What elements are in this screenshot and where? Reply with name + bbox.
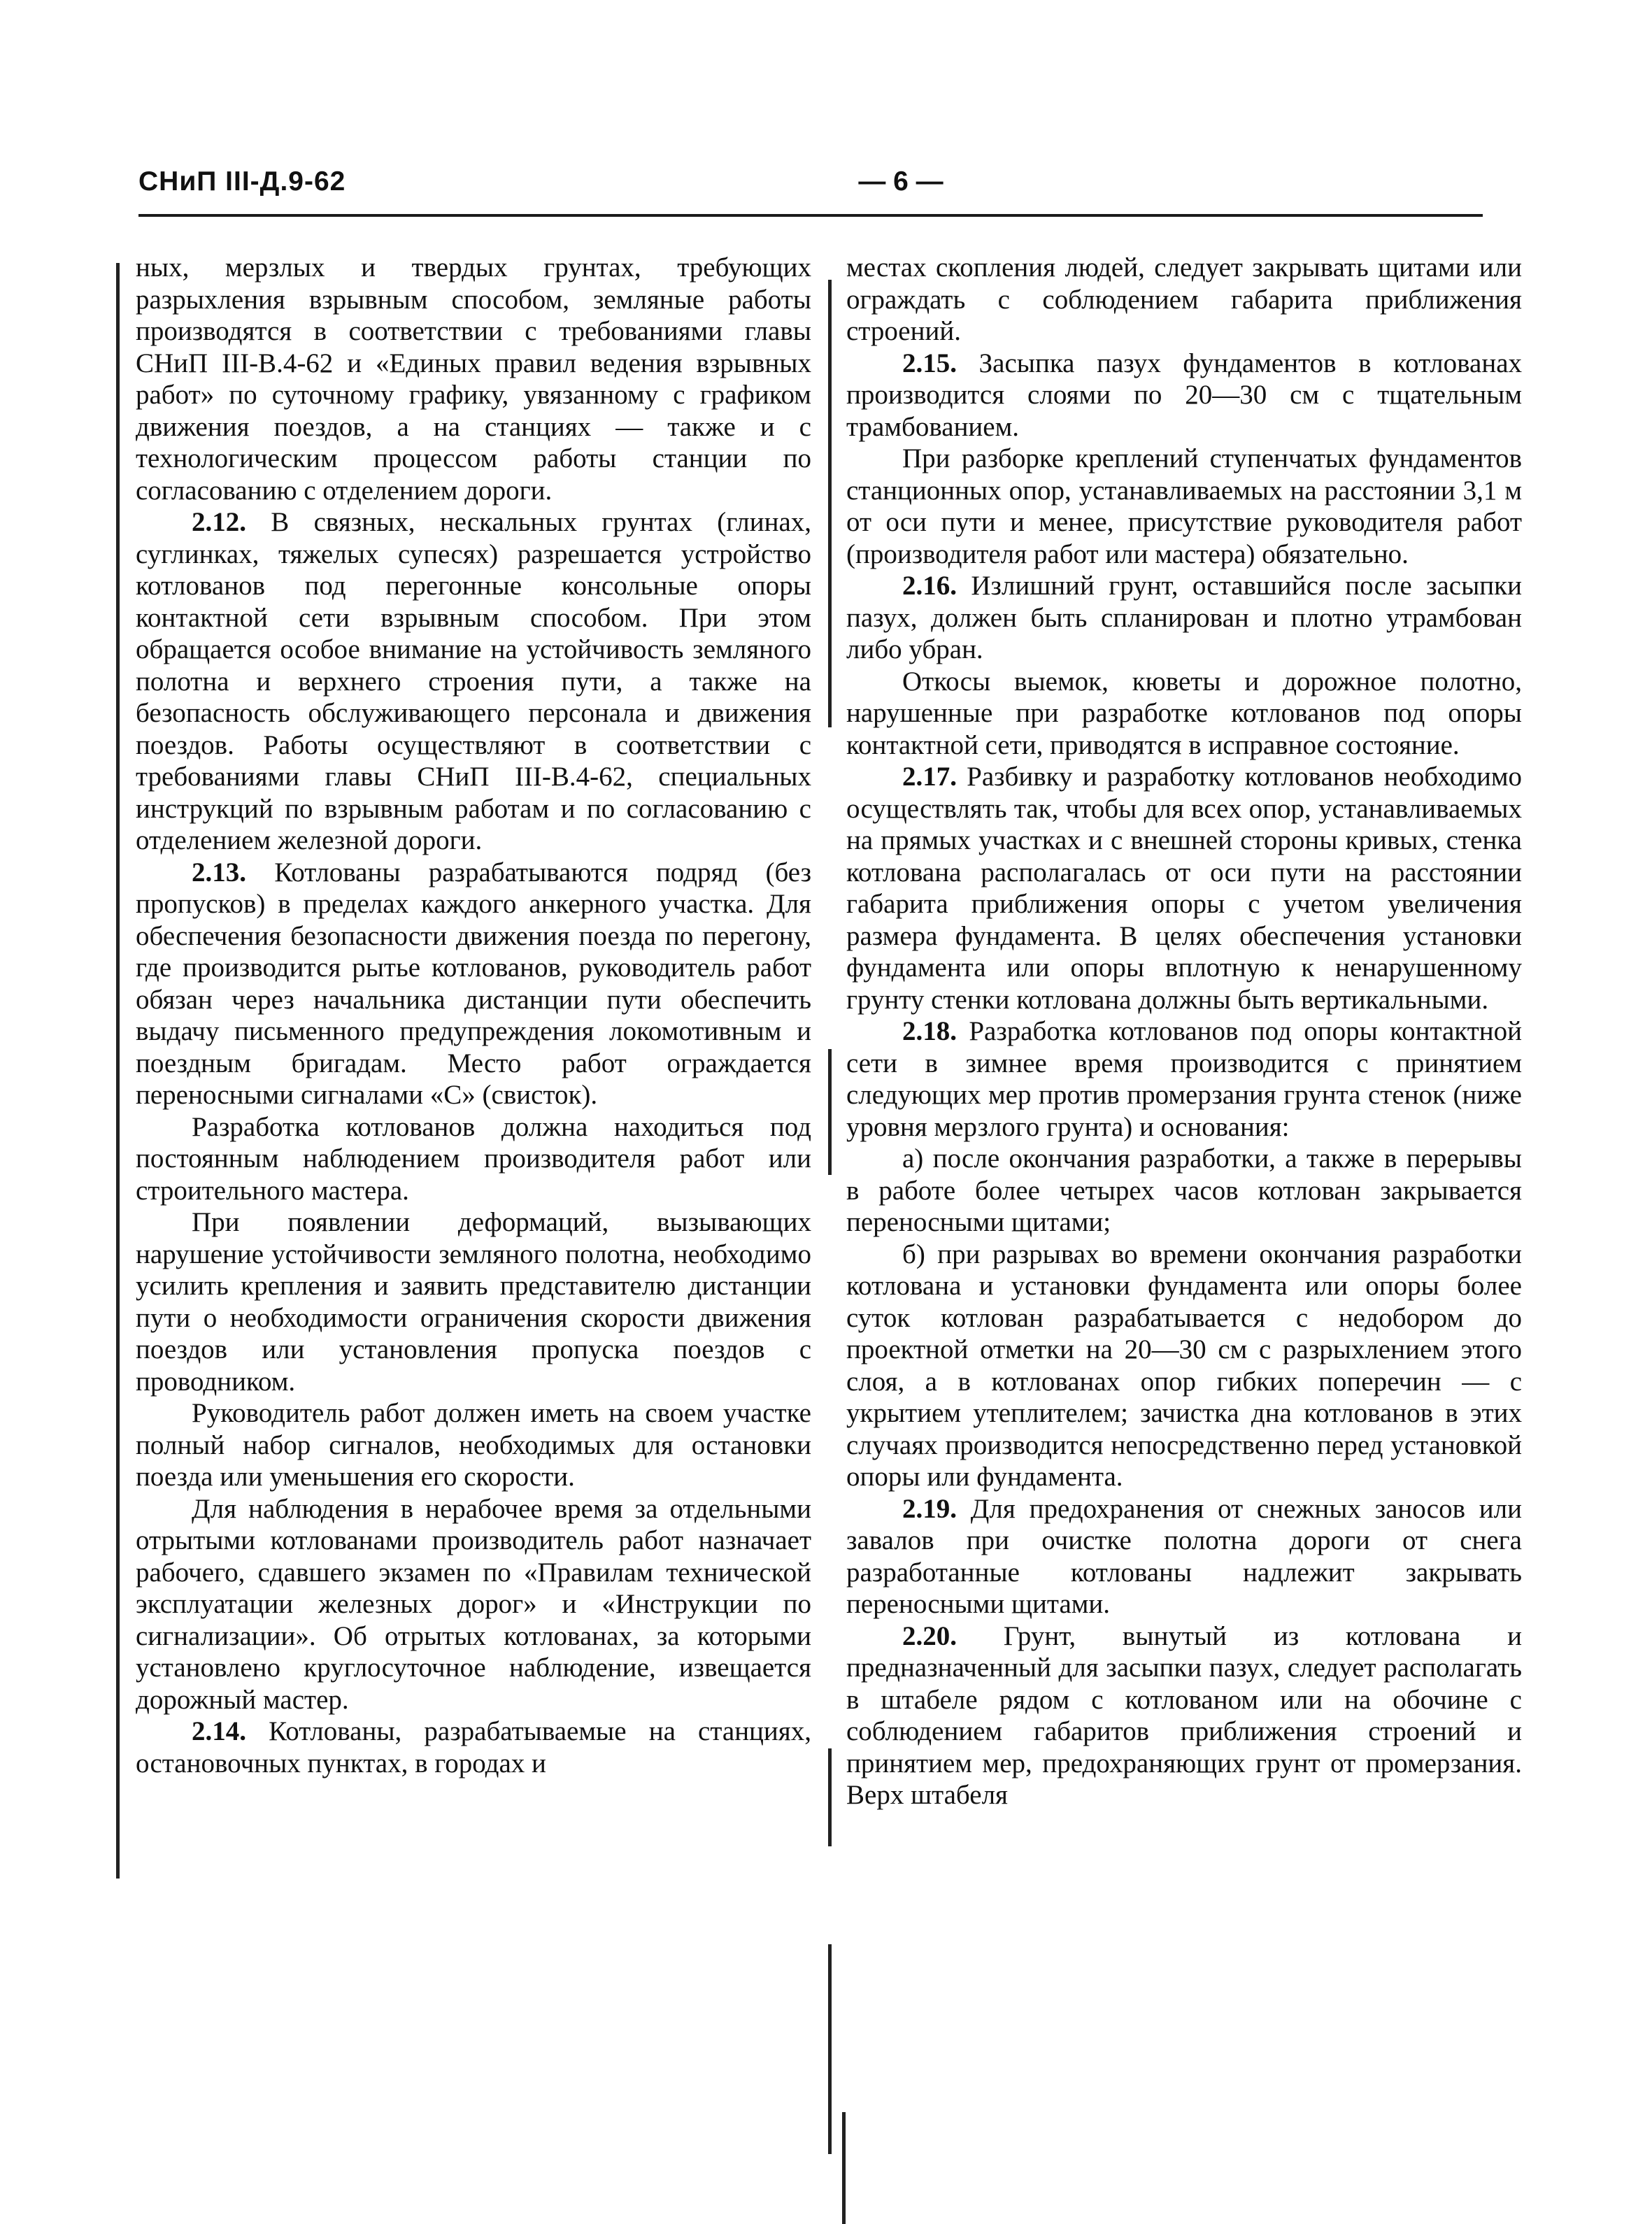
clause-number: 2.18. (902, 1016, 957, 1046)
paragraph: местах скопления людей, следует закрывать щитами или ограждать с соблюдением габарита приближения строений. (846, 252, 1522, 346)
paragraph: При появлении деформаций, вызывающих нарушение устойчивости земляного полотна, необходимо усилить крепления и заявить представителю дистанции пути о необходимости ограничения скорости движения поездов или установления пропуска поездов с проводником. (136, 1207, 811, 1397)
margin-change-bar (828, 1944, 832, 2154)
clause-number: 2.16. (902, 571, 957, 601)
margin-change-bar (116, 263, 120, 1879)
left-column (136, 252, 811, 1779)
header-rule (138, 214, 1483, 217)
paragraph: 2.15. Засыпка пазух фундаментов в котлованах производится слоями по 20—30 см с тщательным трамбованием. (846, 348, 1523, 442)
paragraph: Для наблюдения в нерабочее время за отдельными отрытыми котлованами производитель работ назначает рабочего, сдавшего экзамен по «Правилам технической эксплуатации железных дорог» и «Инструкции по сигнализации». Об отрытых котлованах, за которыми установлено круглосуточное наблюдение, извещается дорожный мастер. (136, 1493, 811, 1715)
running-head (138, 166, 1483, 206)
clause-number: 2.14. (192, 1716, 246, 1746)
clause-number: 2.13. (192, 857, 246, 888)
paragraph: 2.16. Излишний грунт, оставшийся после засыпки пазух, должен быть спланирован и плотно утрамбован либо убран. (846, 571, 1523, 664)
margin-change-bar (828, 1049, 832, 1175)
right-column (846, 252, 1522, 1811)
clause-number: 2.19. (902, 1493, 957, 1524)
paragraph: Руководитель работ должен иметь на своем участке полный набор сигналов, необходимых для остановки поезда или уменьшения его скорости. (136, 1398, 811, 1492)
paragraph: ных, мерзлых и твердых грунтах, требующих разрыхления взрывным способом, земляные работы производятся в соответствии с требованиями главы СНиП III-В.4-62 и «Единых правил ведения взрывных работ» по суточному графику, увязанному с графиком движения поездов, а на станциях — также и с технологическим процессом работы станции по согласованию с отделением дороги. (136, 252, 811, 506)
margin-change-bar (842, 2112, 846, 2224)
paragraph: 2.14. Котлованы, разрабатываемые на станциях, остановочных пунктах, в городах и (136, 1716, 811, 1779)
paragraph: 2.19. Для предохранения от снежных заносов или завалов при очистке полотна дороги от снега разработанные котлованы надлежит закрывать переносными щитами. (846, 1493, 1522, 1619)
paragraph: 2.20. Грунт, вынутый из котлована и предназначенный для засыпки пазух, следует располагать в штабеле рядом с котлованом или на обочине с соблюдением габаритов приближения строений и принятием мер, предохраняющих грунт от промерзания. Верх штабеля (846, 1620, 1522, 1810)
paragraph: Откосы выемок, кюветы и дорожное полотно, нарушенные при разработке котлованов под опоры контактной сети, приводятся в исправное состояние. (846, 666, 1522, 760)
page-number: — 6 — (858, 166, 944, 197)
paragraph: а) после окончания разработки, а также в перерывы в работе более четырех часов котлован закрывается переносными щитами; (846, 1143, 1522, 1237)
paragraph: 2.13. Котлованы разрабатываются подряд (без пропусков) в пределах каждого анкерного участка. Для обеспечения безопасности движения поезда по перегону, где производится рытье котлованов, руководитель работ обязан через начальника дистанции пути обеспечить выдачу письменного предупреждения локомотивным и поездным бригадам. Место работ ограждается переносными сигналами «С» (свисток). (136, 857, 811, 1110)
paragraph: При разборке креплений ступенчатых фундаментов станционных опор, устанавливаемых на расстоянии 3,1 м от оси пути и менее, присутствие руководителя работ (производителя работ или мастера) обязательно. (846, 443, 1522, 569)
document-code: СНиП III-Д.9-62 (138, 166, 346, 197)
paragraph: 2.18. Разработка котлованов под опоры контактной сети в зимнее время производится с принятием следующих мер против промерзания грунта стенок (ниже уровня мерзлого грунта) и основания: (846, 1016, 1522, 1142)
clause-number: 2.12. (192, 507, 246, 537)
margin-change-bar (828, 1748, 832, 1846)
clause-number: 2.15. (902, 348, 957, 378)
paragraph: 2.17. Разбивку и разработку котлованов необходимо осуществлять так, чтобы для всех опор, устанавливаемых на прямых участках и с внешней стороны кривых, стенка котлована располагалась от оси пути на расстоянии габарита приближения опоры с учетом увеличения размера фундамента. В целях обеспечения установки фундамента или опоры вплотную к ненарушенному грунту стенки котлована должны быть вертикальными. (846, 762, 1523, 1015)
clause-number: 2.20. (902, 1620, 957, 1651)
paragraph: Разработка котлованов должна находиться под постоянным наблюдением производителя работ или строительного мастера. (136, 1111, 811, 1206)
paragraph: 2.12. В связных, нескальных грунтах (глинах, суглинках, тяжелых супесях) разрешается устройство котлованов под перегонные консольные опоры контактной сети взрывным способом. При этом обращается особое внимание на устойчивость земляного полотна и верхнего строения пути, а также на безопасность обслуживающего персонала и движения поездов. Работы осуществляют в соответствии с требованиями главы СНиП III-В.4-62, специальных инструкций по взрывным работам и по согласованию с отделением железной дороги. (136, 507, 812, 855)
margin-change-bar (828, 280, 832, 727)
paragraph: б) при разрывах во времени окончания разработки котлована и установки фундамента или опоры более суток котлован разрабатывается с недобором до проектной отметки на 20—30 см с разрыхлением этого слоя, а в котлованах опор гибких поперечин — с укрытием утеплителем; зачистка дна котлованов в этих случаях производится непосредственно перед установкой опоры или фундамента. (846, 1239, 1522, 1492)
clause-number: 2.17. (902, 762, 957, 792)
